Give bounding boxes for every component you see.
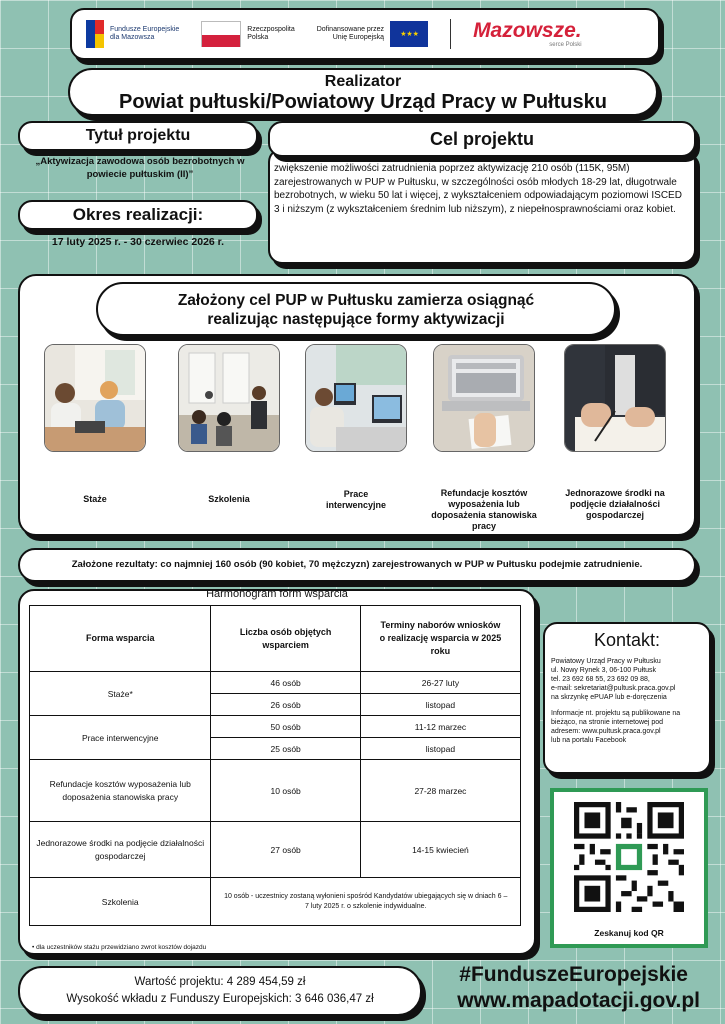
results-text: Założone rezultaty: co najmniej 160 osób (90 kobiet, 70 mężczyzn) zarejestrowanych w PUP w Pułtusku podejmie zatrudnienie. xyxy=(71,559,643,570)
row-term: 11-12 marzec xyxy=(360,716,520,738)
form-label-szkolenia: Szkolenia xyxy=(208,494,250,504)
row-form-prace: Prace interwencyjne xyxy=(30,716,211,760)
polish-flag-icon xyxy=(201,21,241,47)
goal-header xyxy=(268,121,696,157)
contact-info-line: lub na portalu Facebook xyxy=(551,737,627,744)
project-title-text: „Aktywizacja zawodowa osób bezrobotnych w powiecie pułtuskim (II)” xyxy=(35,156,245,180)
table-row xyxy=(30,822,521,878)
fe-logo-line2: dla Mazowsza xyxy=(110,34,155,41)
intervention-work-photo xyxy=(305,344,407,452)
project-value-line: Wartość projektu: 4 289 454,59 zł xyxy=(134,976,306,988)
logo-divider xyxy=(450,19,451,49)
equipment-refund-photo xyxy=(433,344,535,452)
row-count: 27 osób xyxy=(211,822,360,878)
eu-contribution-line: Wysokość wkładu z Funduszy Europejskich: 3 646 036,47 zł xyxy=(66,993,374,1005)
contact-info-line: Informacje nt. projektu są publikowane na xyxy=(551,710,681,717)
form-label-jednorazowe: Jednorazowe środki na podjęcie działalności gospodarczej xyxy=(565,488,665,520)
row-form-jednorazowe: Jednorazowe środki na podjęcie działalności gospodarczej xyxy=(30,822,211,878)
period-header xyxy=(18,200,258,230)
row-term: listopad xyxy=(360,738,520,760)
logo-bar xyxy=(70,8,660,60)
row-count: 26 osób xyxy=(211,694,360,716)
eu-flag-icon: ★ ★ ★ xyxy=(390,21,428,47)
table-row xyxy=(30,716,521,738)
contact-line: Powiatowy Urząd Pracy w Pułtusku xyxy=(551,658,661,665)
mazowsze-logo xyxy=(473,20,582,48)
project-title-heading: Tytuł projektu xyxy=(85,127,191,144)
row-term: 14-15 kwiecień xyxy=(360,822,520,878)
eu-logo-line2: Unię Europejską xyxy=(332,34,385,41)
col-header-form: Forma wsparcia xyxy=(30,606,211,672)
activation-heading-line2: realizując następujące formy aktywizacji xyxy=(207,311,505,328)
realizator-box xyxy=(68,68,658,116)
goal-text: zwiększenie możliwości zatrudnienia poprzez aktywizację 210 osób (115K, 95M) zarejestrowanych w PUP w Pułtusku, w szczególności osób młodych 18-29 lat, długotrwale bezrobotnych, w wieku 50 lat i więcej, z wykształceniem odpowiadającym poziomowi ISCED 3 i niższym (z wykształceniem średnim lub niższym), z niepełnosprawnościami oraz kobiet. xyxy=(274,163,682,215)
form-label-staze: Staże xyxy=(83,494,107,504)
realizator-label: Realizator xyxy=(324,73,402,90)
qr-code-icon[interactable] xyxy=(574,802,684,912)
schedule-table xyxy=(29,605,521,926)
row-term: 27-28 marzec xyxy=(360,760,520,822)
schedule-footnote xyxy=(32,944,206,951)
fe-logo-line1: Fundusze Europejskie xyxy=(110,26,180,33)
contact-email[interactable]: e-mail: sekretariat@pultusk.praca.gov.pl xyxy=(551,685,676,692)
table-row xyxy=(30,760,521,822)
fe-logo xyxy=(86,20,179,48)
table-row xyxy=(30,672,521,694)
rp-logo-line1: Rzeczpospolita xyxy=(247,26,295,33)
row-count: 50 osób xyxy=(211,716,360,738)
mazowsze-logo-text: Mazowsze. xyxy=(473,19,582,42)
row-count: 46 osób xyxy=(211,672,360,694)
project-value-box xyxy=(18,966,422,1016)
form-label-prace: Prace interwencyjne xyxy=(325,489,387,510)
row-term: listopad xyxy=(360,694,520,716)
contact-heading: Kontakt: xyxy=(593,630,661,650)
row-form-staze: Staże* xyxy=(30,672,211,716)
col-header-term: Terminy naborów wniosków o realizację wsparcia w 2025 roku xyxy=(360,606,520,672)
eu-logo-line1: Dofinansowane przez xyxy=(316,26,385,33)
results-box xyxy=(18,548,696,582)
goal-heading: Cel projektu xyxy=(429,129,535,149)
contact-line: tel. 23 692 68 55, 23 692 09 88, xyxy=(551,676,650,683)
row-form-szkolenia: Szkolenia xyxy=(30,878,211,926)
row-count: 25 osób xyxy=(211,738,360,760)
contact-info-line: bieżąco, na stronie internetowej pod xyxy=(551,719,664,726)
schedule-title: Harmonogram form wsparcia xyxy=(206,588,348,600)
footnote-bullet: • xyxy=(32,944,37,951)
row-note-szkolenia: 10 osób - uczestnicy zostaną wyłonieni spośród Kandydatów ubiegających się w dniach 6 – 7 luty 2025 r. o szkolenie indywidualne. xyxy=(211,878,521,926)
col-header-count: Liczba osób objętych wsparciem xyxy=(211,606,360,672)
row-term: 26-27 luty xyxy=(360,672,520,694)
row-form-refundacje: Refundacje kosztów wyposażenia lub doposażenia stanowiska pracy xyxy=(30,760,211,822)
qr-label: Zeskanuj kod QR xyxy=(594,928,664,938)
table-row xyxy=(30,878,521,926)
contact-box xyxy=(543,622,711,774)
eu-logo xyxy=(317,21,428,47)
fe-mark-icon xyxy=(86,20,104,48)
form-label-refundacje: Refundacje kosztów wyposażenia lub doposażenia stanowiska pracy xyxy=(431,488,537,531)
contact-line: na skrzynkę ePUAP lub e-doręczenia xyxy=(551,694,667,701)
project-title-header xyxy=(18,121,258,151)
row-count: 10 osób xyxy=(211,760,360,822)
period-text: 17 luty 2025 r. - 30 czerwiec 2026 r. xyxy=(51,236,225,248)
footnote-text: dla uczestników stażu przewidziano zwrot kosztów dojazdu xyxy=(36,944,207,951)
contact-line: ul. Nowy Rynek 3, 06-100 Pułtusk xyxy=(551,667,657,674)
rp-logo xyxy=(201,21,294,47)
business-grant-photo xyxy=(564,344,666,452)
contact-info-line[interactable]: adresem: www.pultusk.praca.gov.pl xyxy=(551,728,661,735)
rp-logo-line2: Polska xyxy=(247,34,269,41)
hashtag: #FunduszeEuropejskie xyxy=(459,963,688,986)
realizator-name: Powiat pułtuski/Powiatowy Urząd Pracy w Pułtusku xyxy=(119,91,607,113)
activation-header xyxy=(96,282,616,336)
mazowsze-logo-sub: serce Polski xyxy=(549,42,582,48)
qr-box[interactable] xyxy=(550,788,708,948)
internship-photo xyxy=(44,344,146,452)
activation-heading-line1: Założony cel PUP w Pułtusku zamierza osiągnąć xyxy=(177,292,535,309)
period-heading: Okres realizacji: xyxy=(72,205,204,224)
training-photo xyxy=(178,344,280,452)
website-link[interactable]: www.mapadotacji.gov.pl xyxy=(457,989,700,1012)
